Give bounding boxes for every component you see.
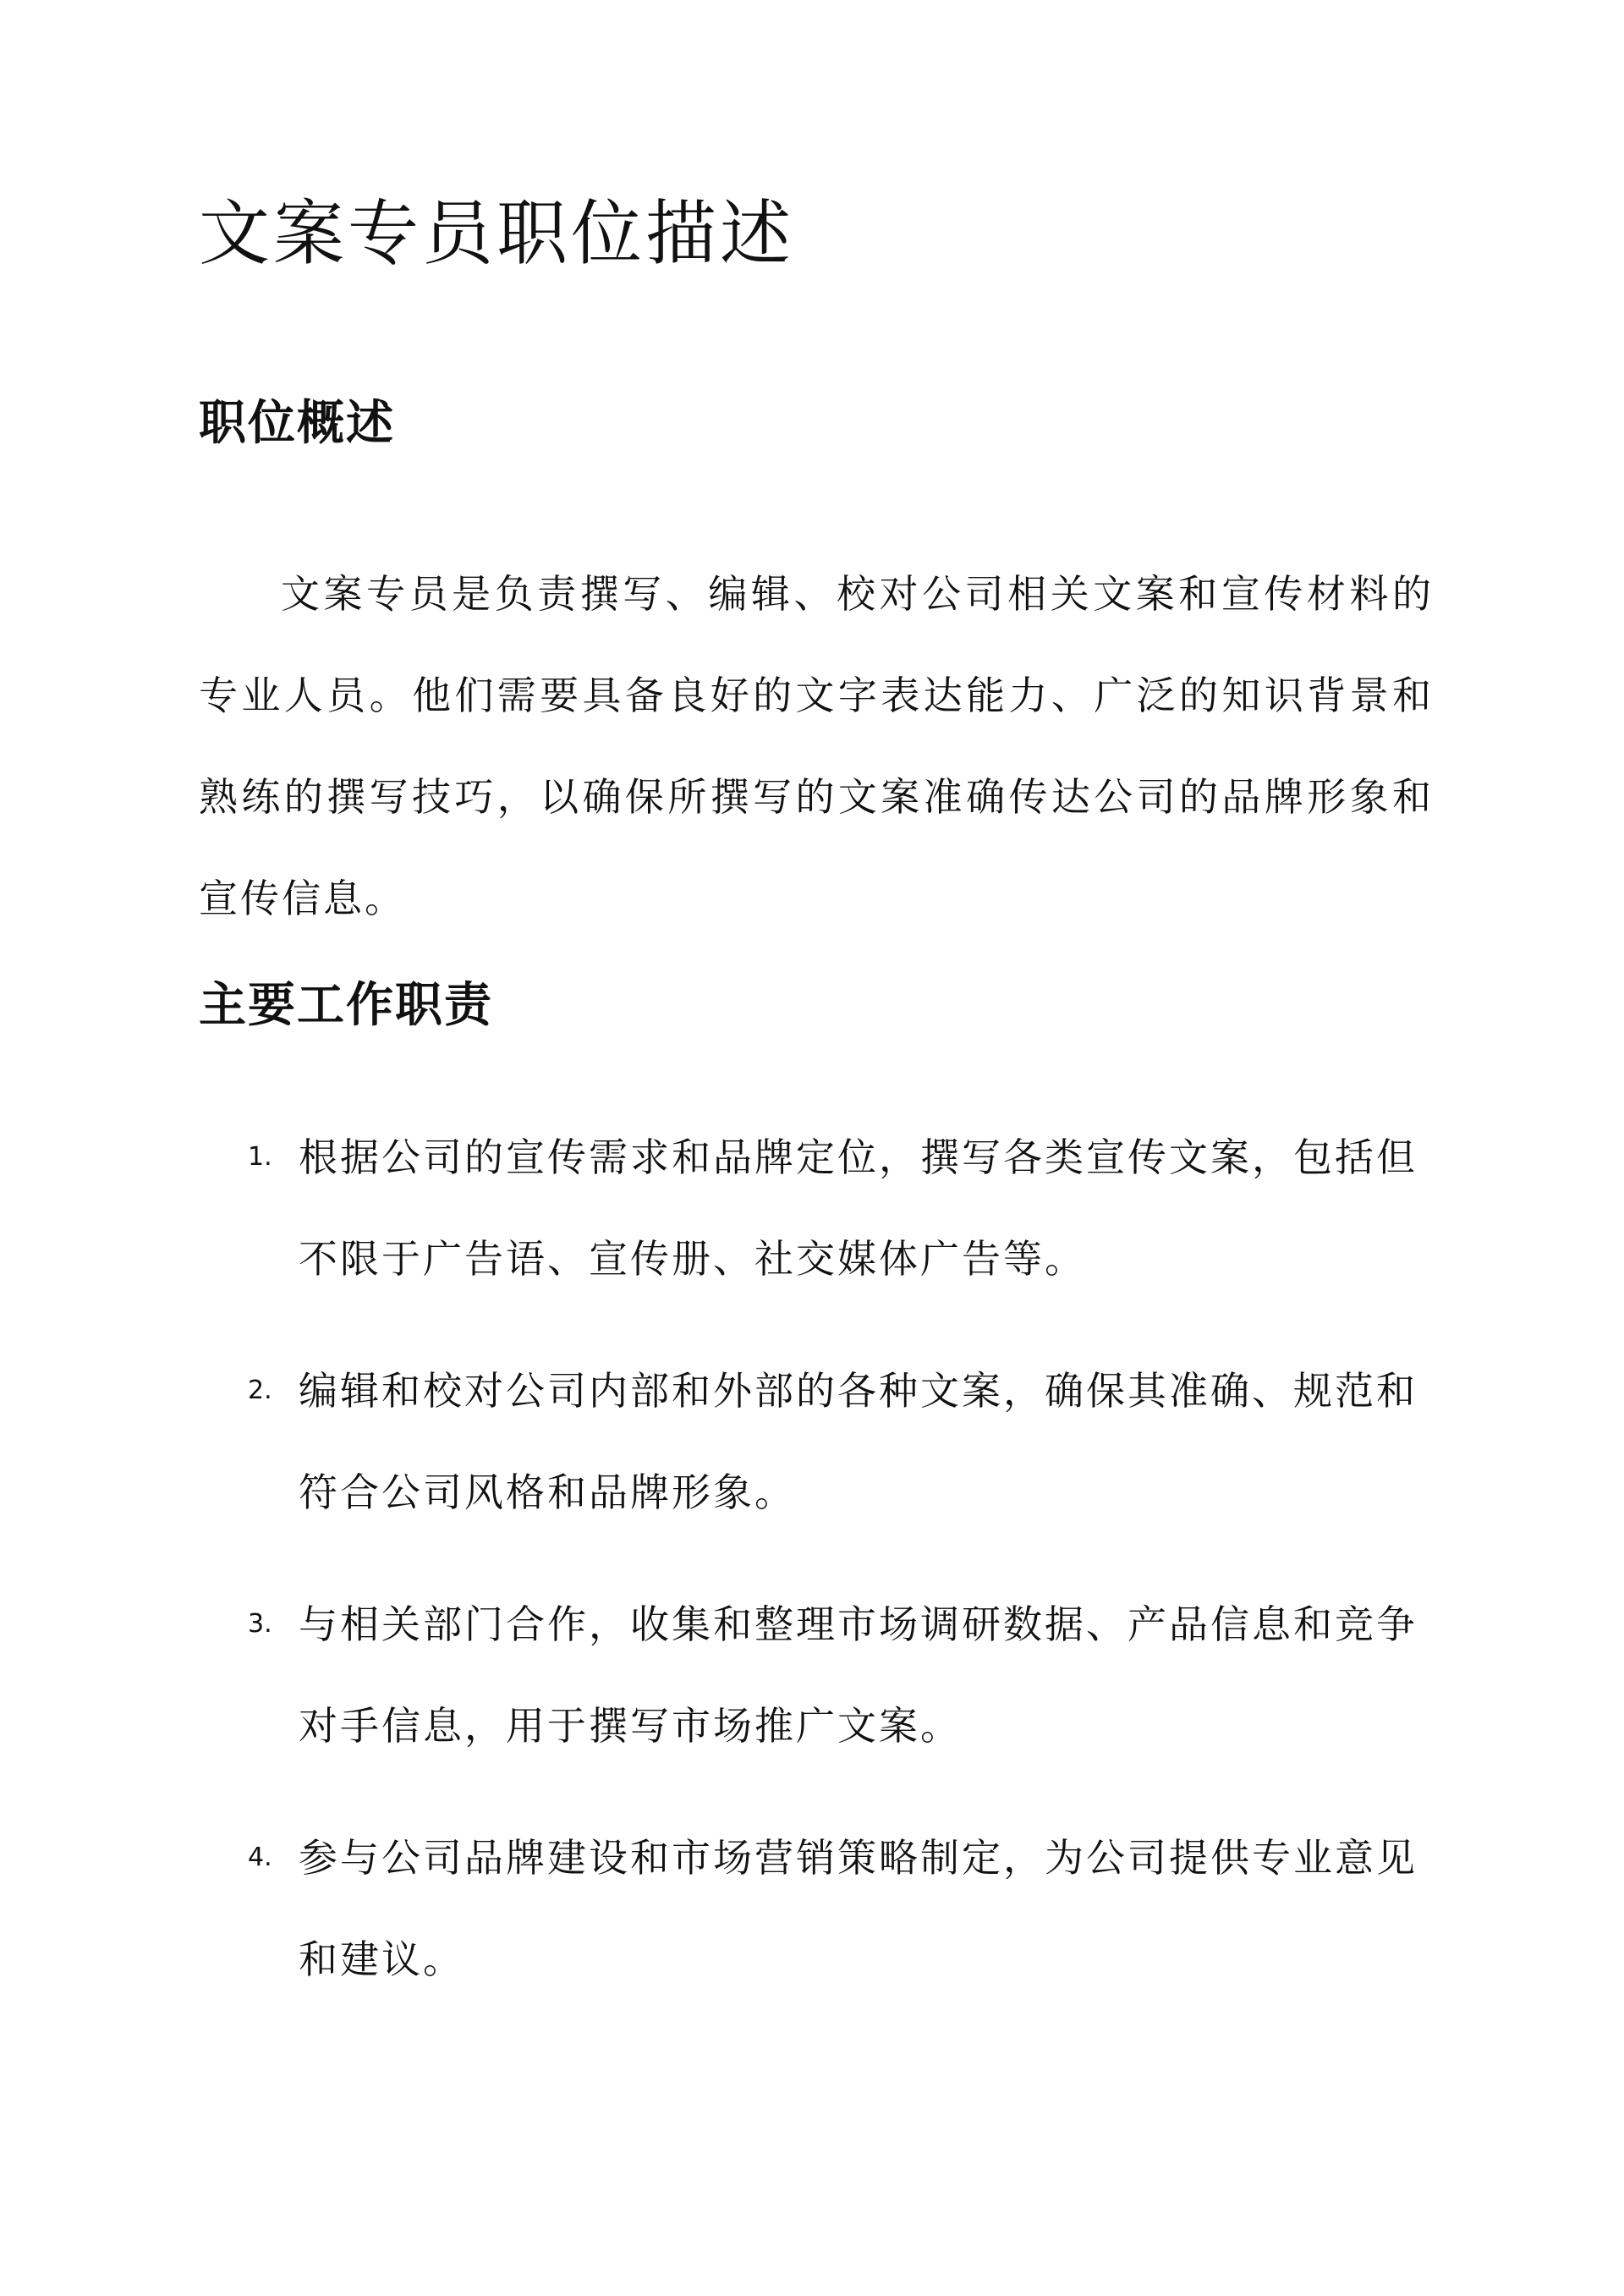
page-title: 文案专员职位描述 [199, 192, 795, 275]
list-item-text: 与相关部门合作，收集和整理市场调研数据、产品信息和竞争对手信息，用于撰写市场推广文案。 [299, 1601, 1418, 1749]
section-heading-overview: 职位概述 [199, 396, 395, 451]
list-item [199, 1107, 1434, 1310]
list-item [199, 1807, 1434, 2010]
list-item-number: 2. [248, 1376, 272, 1405]
list-item [199, 1340, 1434, 1543]
duties-list [199, 1107, 1434, 2041]
list-item-number: 1. [248, 1142, 272, 1172]
list-item-text: 编辑和校对公司内部和外部的各种文案，确保其准确、规范和符合公司风格和品牌形象。 [299, 1368, 1418, 1515]
list-item-number: 3. [248, 1609, 272, 1639]
overview-paragraph: 文案专员是负责撰写、编辑、校对公司相关文案和宣传材料的专业人员。他们需要具备良好的文字表达能力、广泛的知识背景和熟练的撰写技巧，以确保所撰写的文案准确传达公司的品牌形象和宣传信息。 [199, 571, 1434, 921]
list-item [199, 1574, 1434, 1777]
section-heading-duties: 主要工作职责 [199, 978, 493, 1033]
list-item-text: 根据公司的宣传需求和品牌定位，撰写各类宣传文案，包括但不限于广告语、宣传册、社交媒体广告等。 [299, 1134, 1418, 1282]
list-item-text: 参与公司品牌建设和市场营销策略制定，为公司提供专业意见和建议。 [299, 1835, 1418, 1982]
list-item-number: 4. [248, 1843, 272, 1872]
